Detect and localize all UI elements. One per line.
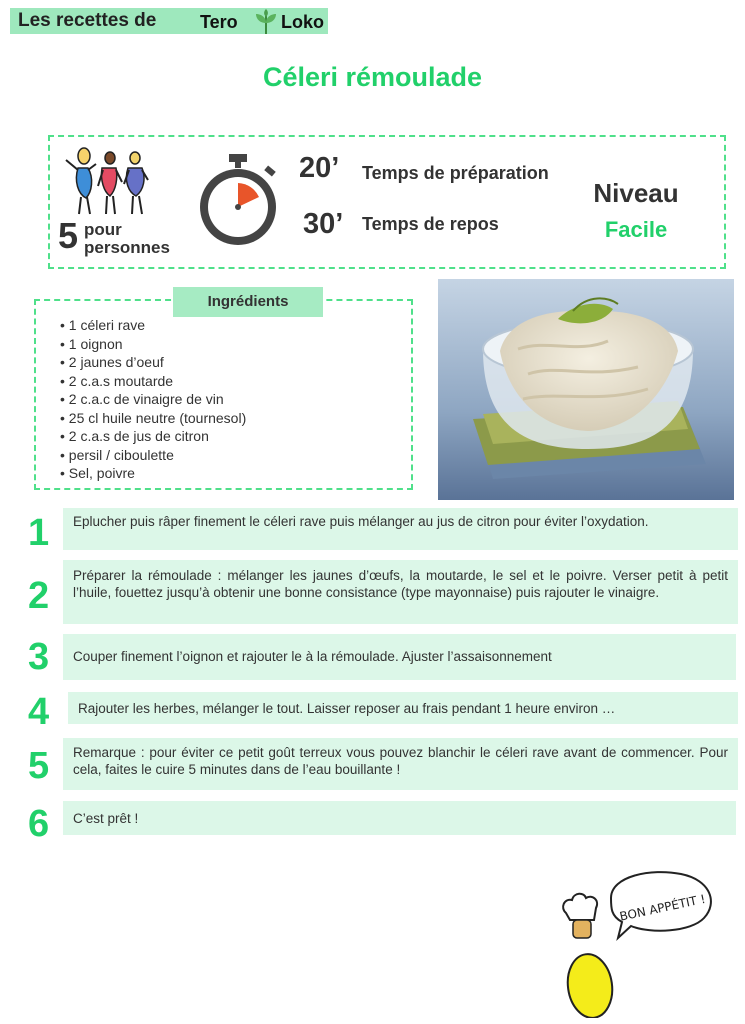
step-number: 4 [28, 691, 50, 733]
people-icon [62, 146, 154, 218]
step-text: Rajouter les herbes, mélanger le tout. Laisser reposer au frais pendant 1 heure environ … [68, 692, 738, 724]
ingredient-item: • 2 jaunes d’oeuf [60, 353, 246, 372]
ingredient-item: • 25 cl huile neutre (tournesol) [60, 409, 246, 428]
stopwatch-icon [193, 152, 283, 248]
ingredient-item: • 2 c.a.s moutarde [60, 372, 246, 391]
rest-time-label: Temps de repos [362, 214, 499, 234]
ingredients-title: Ingrédients [173, 287, 323, 317]
ingredient-item: • 1 céleri rave [60, 316, 246, 335]
step-number: 2 [28, 575, 50, 617]
prep-time-value: 20’ [299, 152, 340, 184]
step-text: C’est prêt ! [63, 801, 736, 835]
brand-banner [10, 8, 328, 34]
ingredient-item: • 1 oignon [60, 335, 246, 354]
persons-pour-label: pour [84, 220, 122, 239]
ingredient-item: • persil / ciboulette [60, 446, 246, 465]
level-label: Niveau [593, 178, 679, 208]
prep-time-label: Temps de préparation [362, 163, 549, 183]
persons-count: 5 [58, 215, 79, 256]
level-value: Facile [604, 217, 668, 242]
ingredient-item: • 2 c.a.s de jus de citron [60, 427, 246, 446]
bubble-text: BON APPÉTIT ! [618, 891, 707, 924]
step-number: 1 [28, 512, 50, 554]
ingredients-list [60, 316, 246, 483]
brand-prefix: Les recettes de [18, 10, 157, 31]
step-text: Couper finement l’oignon et rajouter le à la rémoulade. Ajuster l’assaisonnement [63, 634, 736, 680]
step-text: Eplucher puis râper finement le céleri rave puis mélanger au jus de citron pour éviter l’oxydation. [63, 508, 738, 550]
brand-name-right: Loko [281, 12, 324, 32]
step-number: 6 [28, 803, 50, 845]
step-number: 5 [28, 745, 50, 787]
leaf-icon [253, 9, 279, 35]
step-number: 3 [28, 636, 50, 678]
rest-time-value: 30’ [303, 208, 344, 240]
brand-name-left: Tero [200, 12, 238, 32]
persons-label: personnes [84, 238, 170, 257]
step-text: Préparer la rémoulade : mélanger les jaunes d’œufs, la moutarde, le sel et le poivre. Verser petit à petit l’huile, fouettez jusqu’à obtenir une bonne consistance (type mayonnaise) puis rajouter le vinaigre. [63, 560, 738, 624]
salad-bowl-photo [438, 279, 734, 500]
chef-mascot-icon [556, 868, 726, 1018]
step-text: Remarque : pour éviter ce petit goût terreux vous pouvez blanchir le céleri rave avant de commencer. Pour cela, faites le cuire 5 minutes dans de l’eau bouillante ! [63, 738, 738, 790]
page-title: Céleri rémoulade [262, 62, 483, 92]
ingredient-item: • 2 c.a.c de vinaigre de vin [60, 390, 246, 409]
ingredient-item: • Sel, poivre [60, 464, 246, 483]
